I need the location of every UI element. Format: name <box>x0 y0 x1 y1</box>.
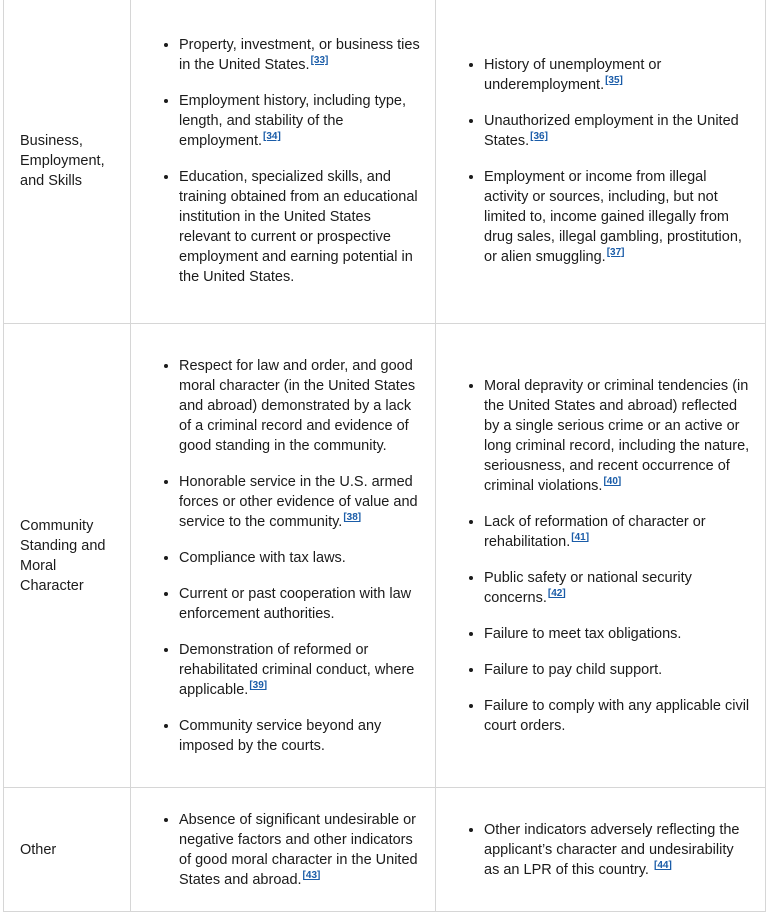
list-item <box>484 512 751 552</box>
factor-text: Compliance with tax laws. <box>179 549 346 566</box>
table-row <box>4 0 766 324</box>
factor-text: Moral depravity or criminal tendencies (in the United States and abroad) reflected by a single serious crime or an active or long criminal record, including the nature, seriousness, and recent occurrence of criminal violations. <box>484 377 750 494</box>
unfavorable-factors-list <box>450 55 751 267</box>
footnote-link[interactable]: [34] <box>263 131 281 142</box>
list-item <box>179 640 421 700</box>
footnote-link[interactable]: [33] <box>310 55 329 66</box>
footnote-link[interactable]: [39] <box>249 679 268 691</box>
list-item <box>484 376 751 496</box>
table-row <box>4 788 766 912</box>
unfavorable-factors-list <box>450 820 751 880</box>
factor-text: Other indicators adversely reflecting the applicant’s character and undesirability as an LPR of this country. <box>484 821 740 878</box>
category-cell <box>4 788 131 912</box>
footnote-link[interactable]: [36] <box>530 131 548 142</box>
factor-text: History of unemployment or underemployment. <box>484 57 662 93</box>
favorable-factors-cell <box>131 324 436 788</box>
favorable-factors-list <box>145 35 421 287</box>
category-cell <box>4 0 131 324</box>
category-label: Business, Employment, and Skills <box>20 133 105 189</box>
factor-text: Public safety or national security concerns. <box>484 569 692 606</box>
factor-text: Employment or income from illegal activity or sources, including, but not limited to, income gained illegally from drug sales, illegal gambling, prostitution, or alien smuggling. <box>484 169 742 265</box>
favorable-factors-cell <box>131 0 436 324</box>
list-item <box>484 624 751 644</box>
footnote-link[interactable]: [38] <box>343 511 362 523</box>
list-item <box>179 810 421 890</box>
factor-text: Honorable service in the U.S. armed forces or other evidence of value and service to the community. <box>179 473 418 530</box>
list-item <box>484 660 751 680</box>
factors-table <box>3 0 766 912</box>
factor-text: Absence of significant undesirable or negative factors and other indicators of good moral character in the United States and abroad. <box>179 811 418 888</box>
factor-text: Demonstration of reformed or rehabilitated criminal conduct, where applicable. <box>179 641 415 698</box>
footnote-link[interactable]: [37] <box>606 247 625 258</box>
favorable-factors-list <box>145 810 421 890</box>
factor-text: Current or past cooperation with law enforcement authorities. <box>179 585 412 622</box>
footnote-link[interactable]: [43] <box>302 869 321 881</box>
factor-text: Respect for law and order, and good moral character (in the United States and abroad) demonstrated by a lack of a criminal record and evidence of good standing in the community. <box>179 357 416 454</box>
factor-text: Employment history, including type, length, and stability of the employment. <box>179 93 407 149</box>
list-item <box>484 55 751 95</box>
list-item <box>484 568 751 608</box>
footnote-link[interactable]: [40] <box>603 475 622 487</box>
list-item <box>484 111 751 151</box>
factor-text: Unauthorized employment in the United States. <box>484 113 739 149</box>
factor-text: Failure to pay child support. <box>484 661 663 678</box>
list-item <box>179 472 421 532</box>
factor-text: Lack of reformation of character or rehabilitation. <box>484 513 706 550</box>
factor-text: Failure to comply with any applicable civil court orders. <box>484 697 750 734</box>
factor-text: Community service beyond any imposed by the courts. <box>179 717 382 754</box>
list-item <box>179 548 421 568</box>
footnote-link[interactable]: [41] <box>571 531 590 543</box>
factor-text: Failure to meet tax obligations. <box>484 625 682 642</box>
factor-text: Education, specialized skills, and training obtained from an educational institution in the United States relevant to current or prospective employment and earning potential in the United States. <box>179 169 418 285</box>
list-item <box>484 820 751 880</box>
unfavorable-factors-cell <box>436 0 766 324</box>
category-label: Community Standing and Moral Character <box>20 517 106 594</box>
list-item <box>179 356 421 456</box>
unfavorable-factors-cell <box>436 788 766 912</box>
unfavorable-factors-list <box>450 376 751 736</box>
list-item <box>179 35 421 75</box>
favorable-factors-list <box>145 356 421 756</box>
list-item <box>179 584 421 624</box>
factor-text: Property, investment, or business ties in the United States. <box>179 37 420 73</box>
unfavorable-factors-cell <box>436 324 766 788</box>
list-item <box>484 167 751 267</box>
category-cell <box>4 324 131 788</box>
list-item <box>179 716 421 756</box>
footnote-link[interactable]: [42] <box>547 587 566 599</box>
category-label: Other <box>20 841 57 858</box>
list-item <box>484 696 751 736</box>
table-row <box>4 324 766 788</box>
list-item <box>179 91 421 151</box>
list-item <box>179 167 421 287</box>
footnote-link[interactable]: [44] <box>653 859 672 871</box>
favorable-factors-cell <box>131 788 436 912</box>
footnote-link[interactable]: [35] <box>605 75 623 86</box>
